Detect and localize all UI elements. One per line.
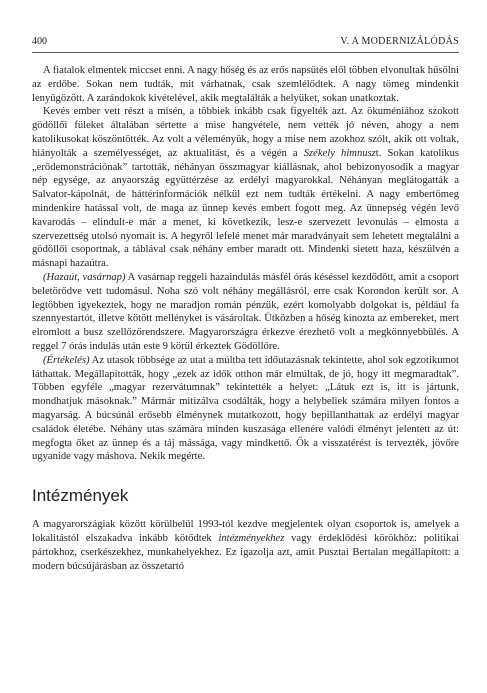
paragraph-youth: A fiatalok elmentek miccset enni. A nagy hőség és az erős napsütés elől többen elvonultak hűsölni az erdőbe. Sokan nem tudták, mit várhatnak, csak szemlélődtek. A nagy tömeg mindenkit lenyűgözött. A zarándokok kivételével, akik megtalálták a helyüket, sokan unatkoztak.: [32, 65, 460, 104]
paragraph-institutions: [32, 518, 459, 573]
chapter-title: V. A MODERNIZÁLÓDÁS: [340, 36, 459, 47]
page-body: [32, 64, 459, 573]
institutions-emphasis: intézményekhez: [218, 532, 285, 544]
evaluation-label: (Értékelés): [43, 354, 90, 366]
return-trip-label: (Hazaút, vasárnap): [43, 271, 126, 283]
paragraph-return-trip: [32, 271, 459, 354]
running-header: [32, 36, 459, 53]
page-number: 400: [32, 36, 47, 47]
anthem-title: Székely himnusz: [303, 147, 376, 159]
institutions-part-a: A magyarországiak között körülbelül 1993-tól kezdve megjelentek olyan csoportok is, amelyek a lokalitástól elszakadva inkább kötődtek: [32, 519, 459, 544]
paragraph-evaluation: [32, 354, 459, 464]
evaluation-text: Az utasok többsége az utat a múltba tett időutazásnak tekintette, ahol sok egzotikumot láthattak. Megállapították, hogy „ezek az idők otthon már elmúltak, de jó, hogy itt megmaradtak”. Többen egyféle „magyar rezervátumnak” tekintették a helyet: „Látuk ezt is, itt is jártunk, mondhatjuk másoknak.” Mármár mitizálva csodálták, hogy a helybeliek számára milyen fontos a magyarság. A búcsúnál erősebb élménynek mutatkozott, hogy bepillanthattak az erdélyi magyar családok életébe. Néhány utas számára minden kuszasága ellenére valódi élményt jelentett az út: megfogta őket az ünnep és a táj mássága, vagy mindkettő. Ők a visszatérést is tervezték, jövőre ugyanide vagy máshova. Nekik megérte.: [32, 354, 459, 463]
paragraph-mass-part-b: t. Sokan katolikus „erődemonstrációnak” tartották, néhányan összmagyar kiállásnak, ahol bebizonyosodik a magyar nép egysége, az anyaország együttérzése az erdélyi magyarokkal. Néhányan meglátogatták a Salvator-kápolnát, de háttérinformációk nélkül ezt nem tudták értékelni. A nagy embertömeg mindenkire hatással volt, de maga az ünnep kevés embert fogott meg. Az ünnepség végén levő kavarodás – elindult-e már a menet, ki következik, lesz-e szervezett levonulás – elmosta a szervezettség utolsó nyomait is. A hegyről lefelé menet már maradványait sem lehetett megtalálni a gödöllői csoportnak, a táblával csak néhány ember maradt ott. Mindenki sietett haza, készülvén a másnapi hazaútra.: [32, 147, 459, 270]
paragraph-mass: [32, 105, 459, 271]
section-heading: Intézmények: [32, 486, 129, 506]
return-trip-text: A vasárnap reggeli hazaindulás másfél órás késéssel kezdődött, amit a csoport beletörődve vett tudomásul. Noha szó volt néhány megállásról, erre csak Korondon került sor. A legtöbben igyekeztek, hogy ne maradjon román pénzük, ezért komolyabb dolgokat is, például fa szennyestartót, illetve kötött mellényket is vásároltak. Ütközben a hőség kínozta az embereket, mert elromlott a busz szellőzőrendszere. Magyarországra érkezve érezhető volt a megkönnyebbülés. A reggel 7 órás indulás után este 9 körül érkeztek Gödöllőre.: [32, 271, 459, 352]
institutions-part-b: vagy érdeklődési körökhöz: politikai pártokhoz, cserkészekhez, munkahelyekhez. Ez igazolja azt, amit Pusztai Bertalan megállapított: a modern búcsújárásban az összetartó: [32, 532, 459, 572]
paragraph-mass-part-a: Kevés ember vett részt a misén, a többiek inkább csak figyelték azt. Az ökuméniához szokott gödöllői füleket általában sértette a mise hangvétele, nem vették jó néven, ahogy a nem katolikusokat köszöntötték. Az volt a véleményük, hogy a mise nem azokhoz szólt, akik ott voltak, hiányolták a személyességet, az aktualitást, és a végén a: [32, 106, 459, 159]
